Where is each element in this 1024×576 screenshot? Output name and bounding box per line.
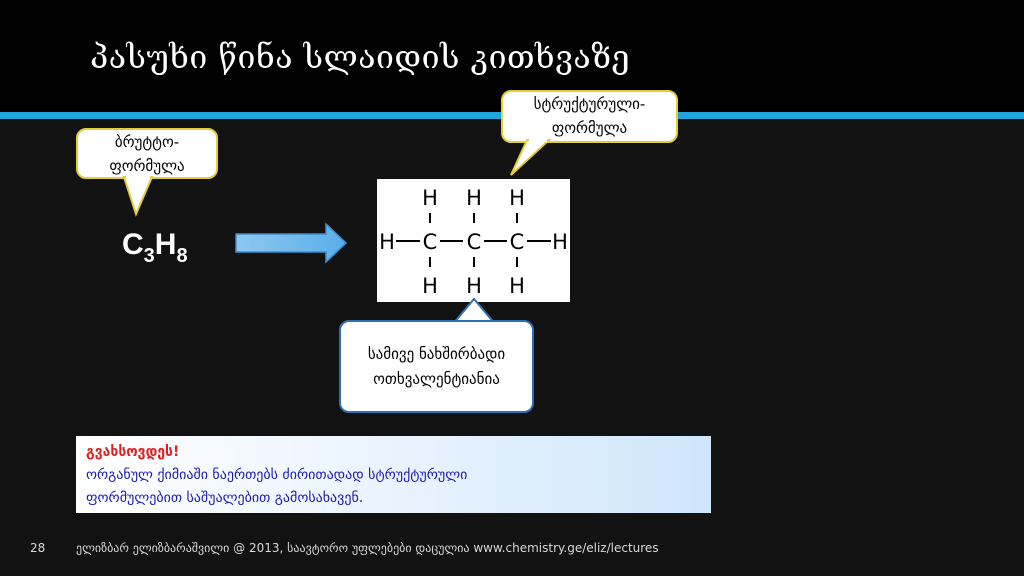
- footer-credit: ელიზბარ ელიზბარაშვილი @ 2013, საავტორო უფლებები დაცულია www.chemistry.ge/eliz/lectures: [76, 541, 659, 555]
- atom-c-2: C: [466, 230, 482, 254]
- atom-h-left: H: [379, 230, 395, 254]
- atom-c-1: C: [422, 230, 438, 254]
- atom-h-bottom-3: H: [509, 274, 525, 298]
- callout-brutto-tail: [120, 176, 160, 218]
- callout-structural-formula: [501, 90, 678, 143]
- callout-valence-line2: ოთხვალენტიანია: [373, 370, 500, 388]
- atom-c-3: C: [509, 230, 525, 254]
- callout-structural-line2: ფორმულა: [551, 119, 628, 137]
- callout-brutto-line1: ბრუტტო-: [114, 133, 180, 151]
- atom-h-top-3: H: [509, 186, 525, 210]
- callout-brutto-formula: [76, 128, 218, 179]
- callout-structural-line1: სტრუქტურული-: [533, 95, 646, 113]
- structural-formula-box: [377, 179, 570, 302]
- brutto-formula: [122, 228, 188, 268]
- atom-h-right: H: [552, 230, 568, 254]
- note-heading: გვახსოვდეს!: [86, 444, 180, 460]
- atom-h-bottom-2: H: [466, 274, 482, 298]
- formula-carbon-count: 3: [143, 245, 155, 267]
- remember-note: [76, 436, 711, 513]
- atom-h-bottom-1: H: [422, 274, 438, 298]
- callout-valence: [339, 320, 534, 413]
- callout-brutto-line2: ფორმულა: [109, 157, 185, 175]
- formula-hydrogen: H: [154, 228, 177, 261]
- atom-h-top-2: H: [466, 186, 482, 210]
- note-line1: ორგანულ ქიმიაში ნაერთებს ძირითადად სტრუქტურული: [86, 467, 468, 483]
- right-arrow-icon: [234, 222, 350, 264]
- formula-carbon: C: [122, 228, 144, 261]
- page-number: 28: [30, 541, 46, 555]
- atom-h-top-1: H: [422, 186, 438, 210]
- callout-valence-line1: სამივე ნახშირბადი: [367, 345, 506, 363]
- note-line2: ფორმულებით საშუალებით გამოსახავენ.: [86, 490, 364, 506]
- formula-hydrogen-count: 8: [176, 245, 188, 267]
- callout-structural-tail: [505, 139, 555, 179]
- propane-structure-diagram: [377, 179, 570, 302]
- slide-title: პასუხი წინა სლაიდის კითხვაზე: [90, 38, 630, 76]
